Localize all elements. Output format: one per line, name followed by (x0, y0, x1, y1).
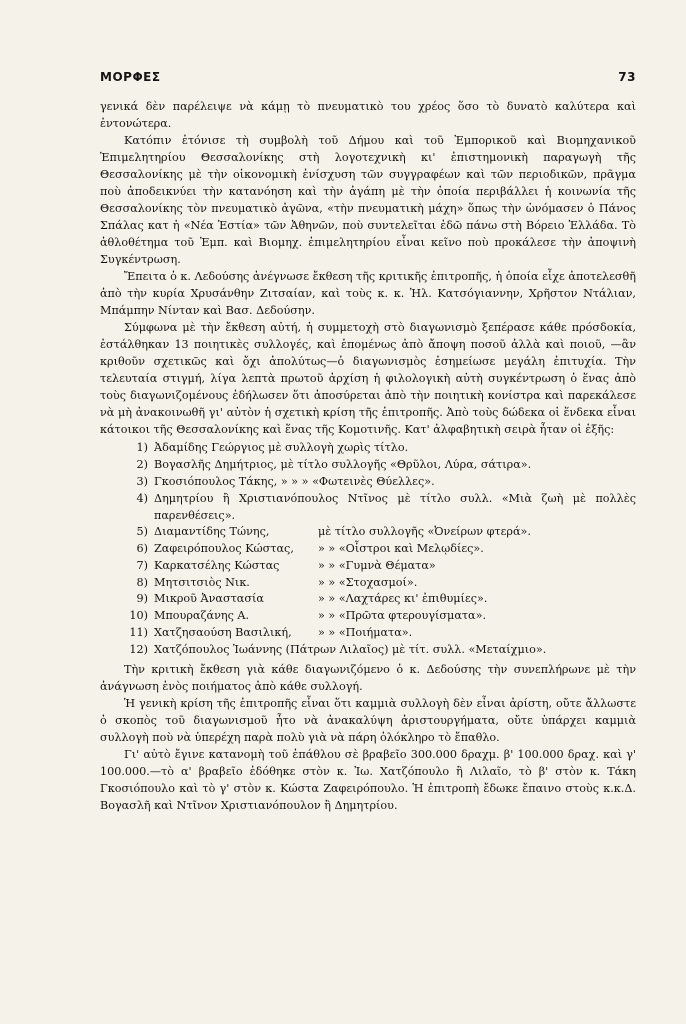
paragraph: γενικά δὲν παρέλειψε νὰ κάμῃ τὸ πνευματικὸ του χρέος ὅσο τὸ δυνατὸ καλύτερα καὶ ἐντονώτερα. (100, 100, 636, 131)
entry-number: 12) (129, 642, 148, 656)
paragraph: Τὴν κριτικὴ ἔκθεση γιὰ κάθε διαγωνιζόμενο ὁ κ. Δεδούσης τὴν συνεπλήρωνε μὲ τὴν ἀνάγνωση ἑνὸς ποιήματος ἀπὸ κάθε συλλογή. (100, 662, 636, 693)
entry-number: 1) (136, 441, 148, 455)
entry-collection: μὲ τίτλο συλλογῆς «Ὀνείρων φτερά». (318, 525, 531, 539)
paragraph: Γι' αὐτὸ ἔγινε κατανομὴ τοῦ ἐπάθλου σὲ βραβεῖο 300.000 δραχμ. β' 100.000 δραχ. καὶ γ' 100.000.—τὸ α' βραβεῖο ἐδόθηκε στὸν κ. Ἰω. Χατζόπουλο ἢ Λιλαῖο, τὸ β' στὸν κ. Τάκη Γκοσιόπουλο καὶ τὸ γ' στὸν κ. Κώστα Ζαφειρόπουλο. Ἡ ἐπιτροπὴ ἔδωκε ἔπαινο στοὺς κ.κ.Δ. Βογασλῆ καὶ Ντῖνον Χριστιανόπουλον ἢ Δημητρίου. (100, 747, 636, 812)
entry-collection: » » «Γυμνὰ Θέματα» (318, 558, 436, 572)
entry-number: 8) (136, 575, 148, 589)
list-item (124, 625, 636, 642)
entry-number: 11) (129, 626, 148, 640)
entry-author: Διαμαντίδης Τώνης, (154, 525, 270, 539)
running-title: ΜΟΡΦΕΣ (100, 70, 161, 84)
entries-list (100, 440, 636, 658)
list-item (124, 558, 636, 575)
entry-number: 10) (129, 609, 148, 623)
entry-collection: » » «Λαχτάρες κι' ἐπιθυμίες». (318, 592, 488, 606)
list-item (124, 440, 636, 457)
entry-number: 3) (136, 474, 148, 488)
entry-collection: » » «Πρῶτα φτερουγίσματα». (318, 609, 487, 623)
paragraph: Ἡ γενικὴ κρίση τῆς ἐπιτροπῆς εἶναι ὅτι καμμιὰ συλλογὴ δὲν εἶναι ἀρίστη, οὔτε ἄλλωστε ὁ σκοπὸς τοῦ διαγωνισμοῦ ἦτο νὰ ἀνακαλύψη ἀριστουργήματα, οὔτε ὑπάρχει καμμιὰ συλλογὴ ποὺ νὰ ὑπερέχη παρὰ πολὺ γιὰ νὰ πάρη ὁλόκληρο τὸ ἔπαθλο. (100, 696, 636, 744)
list-item (124, 491, 636, 525)
list-item (124, 457, 636, 474)
entry-collection: » » «Στοχασμοί». (318, 575, 418, 589)
entry-author: Μικροῦ Ἀναστασία (154, 592, 264, 606)
entry-text: Ἀδαμίδης Γεώργιος μὲ συλλογὴ χωρὶς τίτλο. (154, 441, 409, 455)
list-item (124, 575, 636, 592)
entry-text: Γκοσιόπουλος Τάκης, » » » «Φωτεινὲς Θύελλες». (154, 474, 435, 488)
paragraph: Κατόπιν ἐτόνισε τὴ συμβολὴ τοῦ Δήμου καὶ τοῦ Ἐμπορικοῦ καὶ Βιομηχανικοῦ Ἐπιμελητηρίου Θεσσαλονίκης στὴ λογοτεχνικὴ κι' ἐπιστημονικὴ παραγωγὴ τῆς Θεσσαλονίκης μὲ τὴν οἰκονομικὴ ἐνίσχυση τῶν συγγραφέων καὶ τῶν περιοδικῶν, πρᾶγμα ποὺ ἀποδεικνύει τὴν κατανόηση καὶ τὴν ἀγάπη μὲ τὴν ὁποία περιβάλλει ἡ κοινωνία τῆς Θεσσαλονίκης τὸν πνευματικὸ ἀγῶνα, «τὴν πνευματικὴ μάχη» ὅπως τὴν ὠνόμασεν ὁ Πάνος Σπάλας κατ ἡ «Νέα Ἑστία» τῶν Ἀθηνῶν, ποὺ συντελεῖται ἐδῶ πάνω στὴ Βόρειο Ἑλλάδα. Τὸ ἀθλοθέτημα τοῦ Ἐμπ. καὶ Βιομηχ. ἐπιμελητηρίου εἶναι κεῖνο ποὺ προκάλεσε τὴν ἀποψινὴ Συγκέντρωση. (100, 134, 636, 267)
article-body (100, 98, 636, 814)
entry-number: 9) (136, 592, 148, 606)
list-item (124, 591, 636, 608)
entry-text: Δημητρίου ἢ Χριστιανόπουλος Ντῖνος μὲ τίτλο συλλ. «Μιὰ ζωὴ μὲ πολλὲς παρενθέσεις». (154, 491, 636, 522)
entry-author: Καρκατσέλης Κώστας (154, 558, 280, 572)
list-item (124, 608, 636, 625)
paragraph: Σύμφωνα μὲ τὴν ἔκθεση αὐτή, ἡ συμμετοχὴ στὸ διαγωνισμὸ ξεπέρασε κάθε πρόσδοκία, ἐστάλθηκαν 13 ποιητικὲς συλλογές, καὶ ἑπομένως ἀπὸ ἄποψη ποσοῦ ἀλλὰ καὶ ποιοῦ, —ἂν κριθοῦν σχετικῶς καὶ ὄχι ἀπολύτως—ὁ διαγωνισμὸς ἐσημείωσε μεγάλη ἐπιτυχία. Τὴν τελευταία στιγμή, λίγα λεπτὰ πρωτοῦ ἀρχίση ἡ φιλολογικὴ αὐτὴ συγκέντρωση ὁ ἕνας ἀπὸ τοὺς διαγωνιζομένους ἐδήλωσεν ὅτι ἀποσύρεται ἀπὸ τὴν ποιητικὴ κονίστρα καὶ παρεκάλεσε νὰ μὴ ἀνακοινωθῆ γι' αὐτὸν ἡ σχετικὴ κρίση τῆς ἐπιτροπῆς. Ἀπὸ τοὺς δώδεκα οἱ ἕνδεκα εἶναι κάτοικοι τῆς Θεσσαλονίκης καὶ ἕνας τῆς Κομοτινῆς. Κατ' ἀλφαβητικὴ σειρὰ ἦταν οἱ ἑξῆς: (100, 321, 636, 437)
entry-author: Χατζησαούση Βασιλική, (154, 626, 292, 640)
entry-author: Ζαφειρόπουλος Κώστας, (154, 542, 294, 556)
entry-number: 5) (136, 525, 148, 539)
list-item (124, 541, 636, 558)
entry-text: Βογασλῆς Δημήτριος, μὲ τίτλο συλλογῆς «Θρῦλοι, Λύρα, σάτιρα». (154, 458, 532, 472)
entry-collection: » » «Οἶστροι καὶ Μελῳδίες». (318, 542, 484, 556)
entry-number: 2) (136, 458, 148, 472)
entry-number: 7) (136, 558, 148, 572)
paragraph: Ἔπειτα ὁ κ. Λεδούσης ἀνέγνωσε ἔκθεση τῆς κριτικῆς ἐπιτροπῆς, ἡ ὁποία εἶχε ἀποτελεσθῆ ἀπὸ τὴν κυρία Χρυσάνθην Ζιτσαίαν, καὶ τοὺς κ. κ. Ἠλ. Κατσόγιαννην, Χρῆστον Ντάλιαν, Μπάμπην Νίνταν καὶ Βασ. Δεδούσην. (100, 270, 636, 318)
page-header (100, 70, 636, 84)
entry-author: Μητσιτσιὸς Νικ. (154, 575, 250, 589)
entry-author: Μπουραζάνης Α. (154, 609, 250, 623)
entry-collection: » » «Ποιήματα». (318, 626, 413, 640)
page-number: 73 (618, 70, 636, 84)
entry-text: Χατζόπουλος Ἰωάννης (Πάτρων Λιλαῖος) μὲ τίτ. συλλ. «Μεταίχμιο». (154, 642, 547, 656)
list-item (124, 474, 636, 491)
entry-number: 4) (136, 491, 148, 505)
list-item (124, 642, 636, 659)
list-item (124, 524, 636, 541)
entry-number: 6) (136, 542, 148, 556)
